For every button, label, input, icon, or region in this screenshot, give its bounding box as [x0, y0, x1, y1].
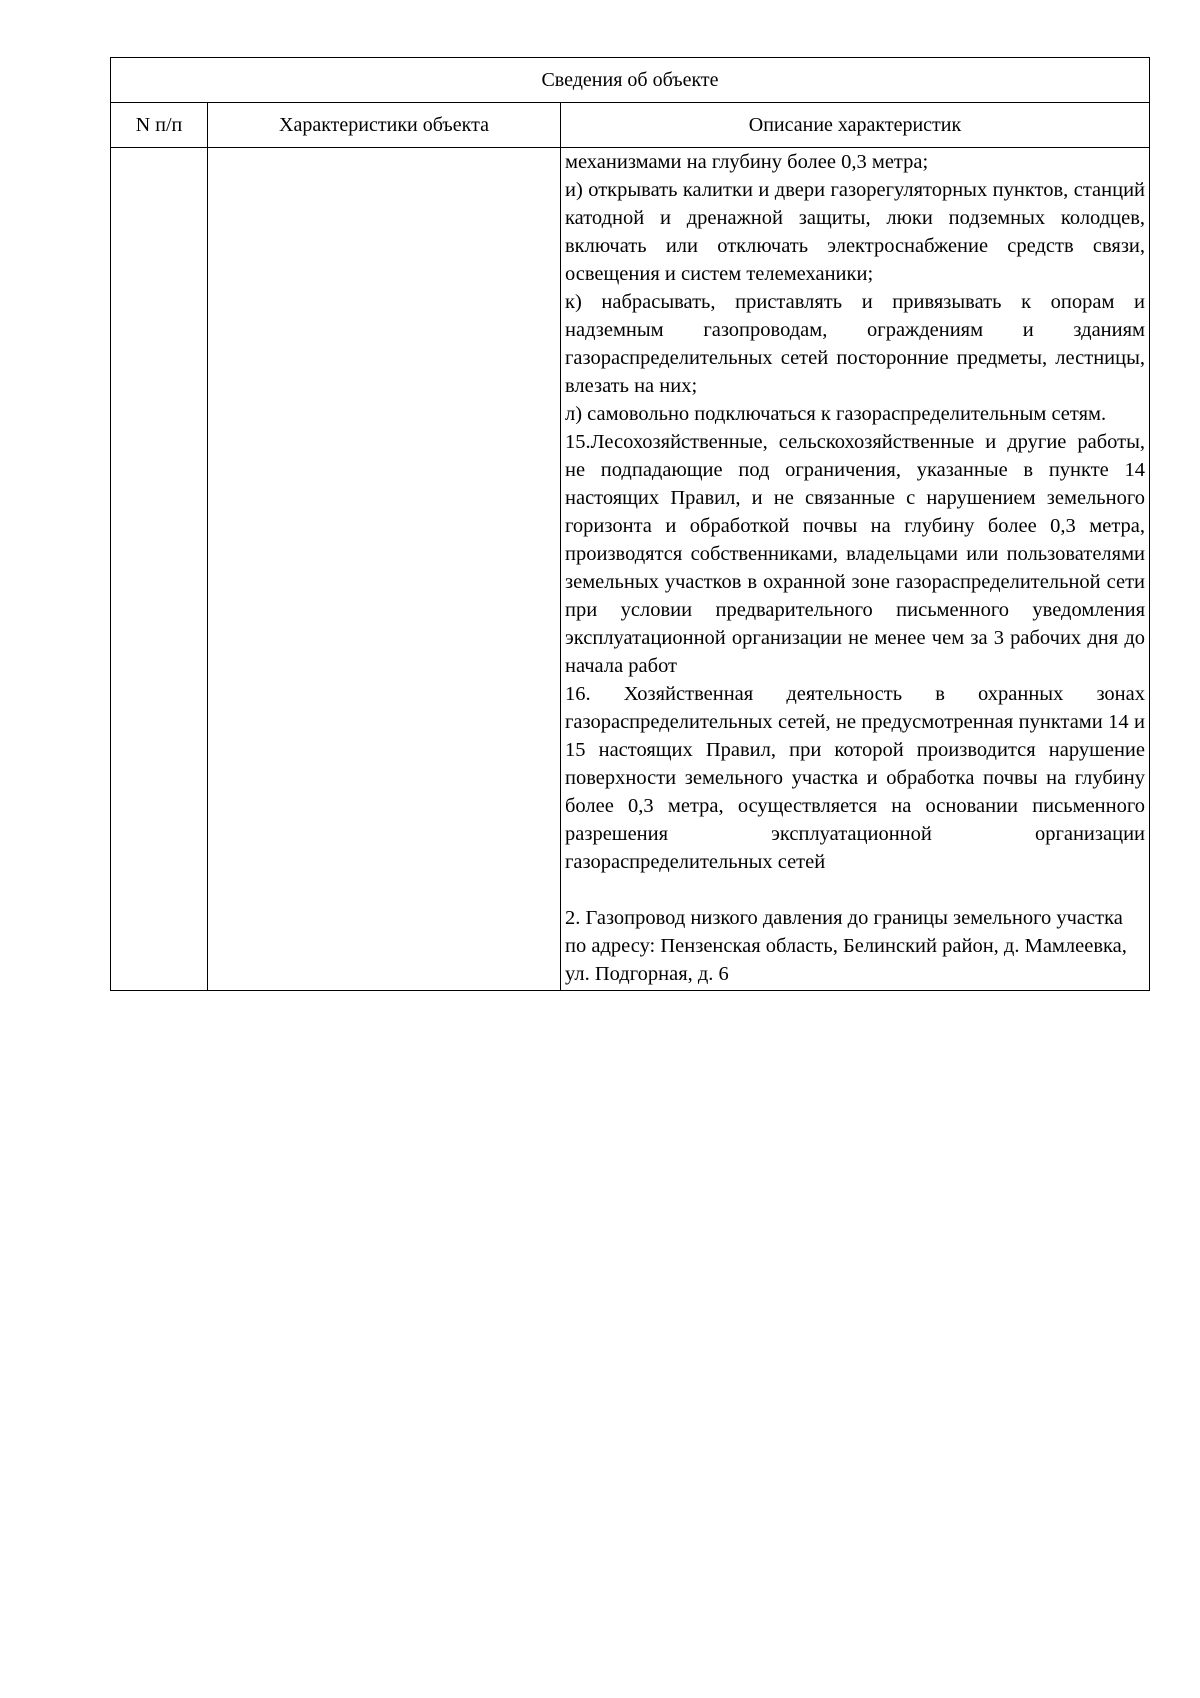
header-description: Описание характеристик	[561, 103, 1150, 148]
description-paragraph: л) самовольно подключаться к газораспределительным сетям.	[565, 403, 1107, 425]
cell-num	[111, 148, 208, 991]
table-title-row	[111, 58, 1150, 103]
description-paragraph: и) открывать калитки и двери газорегуляторных пунктов, станций катодной и дренажной защиты, люки подземных колодцев, включать или отключать электроснабжение средств связи, освещения и систем телемеханики;	[565, 179, 1146, 285]
header-num: N п/п	[111, 103, 208, 148]
object-item-2: 2. Газопровод низкого давления до границы земельного участка по адресу: Пензенская область, Белинский район, д. Мамлеевка, ул. Подгорная, д. 6	[565, 907, 1127, 985]
description-paragraph: 15.Лесохозяйственные, сельскохозяйственные и другие работы, не подпадающие под ограничения, указанные в пункте 14 настоящих Правил, и не связанные с нарушением земельного горизонта и обработкой почвы на глубину более 0,3 метра, производятся собственниками, владельцами или пользователями земельных участков в охранной зоне газораспределительной сети при условии предварительного письменного уведомления эксплуатационной организации не менее чем за 3 рабочих дня до начала работ	[565, 431, 1146, 677]
table-row	[111, 148, 1150, 991]
description-text	[565, 148, 1145, 988]
description-paragraph: 16. Хозяйственная деятельность в охранных зонах газораспределительных сетей, не предусмотренная пунктами 14 и 15 настоящих Правил, при которой производится нарушение поверхности земельного участка и обработка почвы на глубину более 0,3 метра, осуществляется на основании письменного разрешения эксплуатационной организации газораспределительных сетей	[565, 683, 1146, 873]
table-header-row	[111, 103, 1150, 148]
cell-description	[561, 148, 1150, 991]
paragraph-spacer	[565, 876, 1145, 904]
cell-characteristics	[208, 148, 561, 991]
description-paragraph: к) набрасывать, приставлять и привязывать к опорам и надземным газопроводам, ограждениям и зданиям газораспределительных сетей посторонние предметы, лестницы, влезать на них;	[565, 291, 1146, 397]
description-paragraph: механизмами на глубину более 0,3 метра;	[565, 151, 929, 173]
object-info-table	[110, 57, 1150, 991]
table-title: Сведения об объекте	[111, 58, 1150, 103]
header-characteristics: Характеристики объекта	[208, 103, 561, 148]
